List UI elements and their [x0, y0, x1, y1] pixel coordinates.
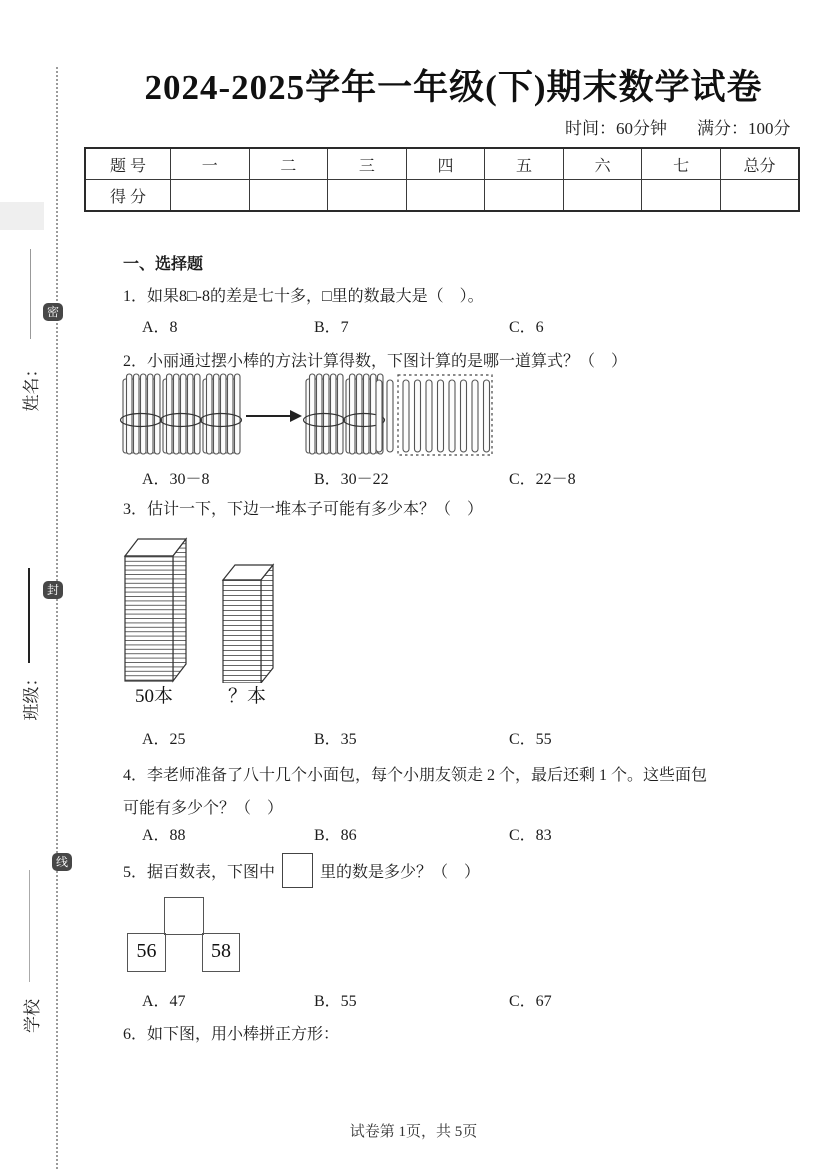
question-2-options — [142, 466, 576, 489]
question-5-text — [123, 853, 480, 888]
score-table-score-row — [85, 180, 799, 212]
inline-answer-box — [282, 853, 313, 888]
notebook-stack-left — [125, 539, 186, 681]
name-label: 姓名： — [22, 360, 41, 412]
score-cell — [328, 180, 407, 212]
page-number: 试卷第 1页，共 5页 — [349, 1124, 478, 1140]
score-cell — [249, 180, 328, 212]
option-a: A．88 — [142, 827, 186, 844]
number-box-58: 58 — [202, 933, 240, 972]
question-5-text-after: 里的数是多少？（ ） — [320, 864, 481, 881]
number-box-unknown — [164, 897, 204, 935]
question-3-text: 3．估计一下，下边一堆本子可能有多少本？（ ） — [123, 501, 484, 518]
question-6-text: 6．如下图，用小棒拼正方形： — [123, 1026, 340, 1043]
single-stick-icon — [403, 380, 490, 452]
name-underline — [30, 249, 31, 339]
option-a: A．25 — [142, 731, 186, 748]
option-b: B．7 — [314, 319, 349, 336]
column-3: 三 — [328, 148, 407, 180]
question-number-label: 题 号 — [85, 148, 171, 180]
option-c: C．6 — [509, 319, 544, 336]
score-cell — [720, 180, 799, 212]
score-cell — [171, 180, 250, 212]
exam-full-score: 满分：100分 — [697, 119, 791, 138]
school-label: 学校 — [23, 999, 42, 1033]
seal-badge-mi: 密 — [43, 303, 63, 321]
scan-smudge — [0, 202, 44, 230]
score-cell — [406, 180, 485, 212]
arrow-right-icon — [246, 410, 302, 422]
option-c: C．22－8 — [509, 471, 576, 488]
column-6: 六 — [563, 148, 642, 180]
option-b: B．86 — [314, 827, 357, 844]
question-4-text: 4．李老师准备了八十几个小面包，每个小朋友领走 2 个，最后还剩 1 个。这些面包可能有多少个？（ ） — [123, 767, 708, 817]
score-cell — [642, 180, 721, 212]
school-underline — [29, 870, 30, 982]
score-table-header-row — [85, 148, 799, 180]
single-stick-icon — [376, 380, 393, 452]
sticks-diagram — [118, 372, 498, 464]
option-b: B．35 — [314, 731, 357, 748]
option-a: A．8 — [142, 319, 178, 336]
bundle-of-ten-icon — [304, 374, 345, 454]
notebook-stacks-diagram — [118, 531, 293, 683]
question-3-options — [142, 726, 552, 749]
seal-badge-xian: 线 — [52, 853, 72, 871]
score-table — [84, 147, 800, 212]
number-box-56: 56 — [127, 933, 166, 972]
bundle-of-ten-icon — [161, 374, 202, 454]
question-5-text-before: 5．据百数表，下图中 — [123, 864, 276, 881]
question-1-options — [142, 314, 544, 337]
option-c: C．83 — [509, 827, 552, 844]
notebook-count-right: ？本 — [228, 686, 267, 707]
column-5: 五 — [485, 148, 564, 180]
score-label: 得 分 — [85, 180, 171, 212]
hundred-chart-diagram — [127, 897, 240, 971]
class-label: 班级： — [22, 669, 41, 721]
section-title: 一、选择题 — [123, 256, 204, 273]
page-title: 2024-2025学年一年级(下)期末数学试卷 — [144, 68, 763, 107]
score-cell — [563, 180, 642, 212]
option-b: B．30－22 — [314, 471, 389, 488]
column-2: 二 — [249, 148, 328, 180]
option-a: A．47 — [142, 993, 186, 1010]
question-2-text: 2．小丽通过摆小棒的方法计算得数，下图计算的是哪一道算式？（ ） — [123, 353, 628, 370]
column-7: 七 — [642, 148, 721, 180]
option-b: B．55 — [314, 993, 357, 1010]
option-a: A．30－8 — [142, 471, 210, 488]
option-c: C．67 — [509, 993, 552, 1010]
seal-dotted-line — [56, 67, 58, 1169]
notebook-stack-right — [223, 565, 273, 683]
column-1: 一 — [171, 148, 250, 180]
bundle-of-ten-icon — [201, 374, 242, 454]
question-1-text: 1．如果8□-8的差是七十多，□里的数最大是（ ）。 — [123, 288, 484, 305]
score-cell — [485, 180, 564, 212]
column-4: 四 — [406, 148, 485, 180]
bundle-of-ten-icon — [121, 374, 162, 454]
column-total: 总分 — [720, 148, 799, 180]
question-5-options — [142, 988, 552, 1011]
question-4-options — [142, 822, 552, 845]
exam-meta — [565, 114, 791, 139]
option-c: C．55 — [509, 731, 552, 748]
notebook-count-left: 50本 — [135, 686, 174, 707]
exam-time: 时间：60分钟 — [565, 119, 667, 138]
seal-badge-feng: 封 — [43, 581, 63, 599]
class-underline — [28, 568, 30, 663]
